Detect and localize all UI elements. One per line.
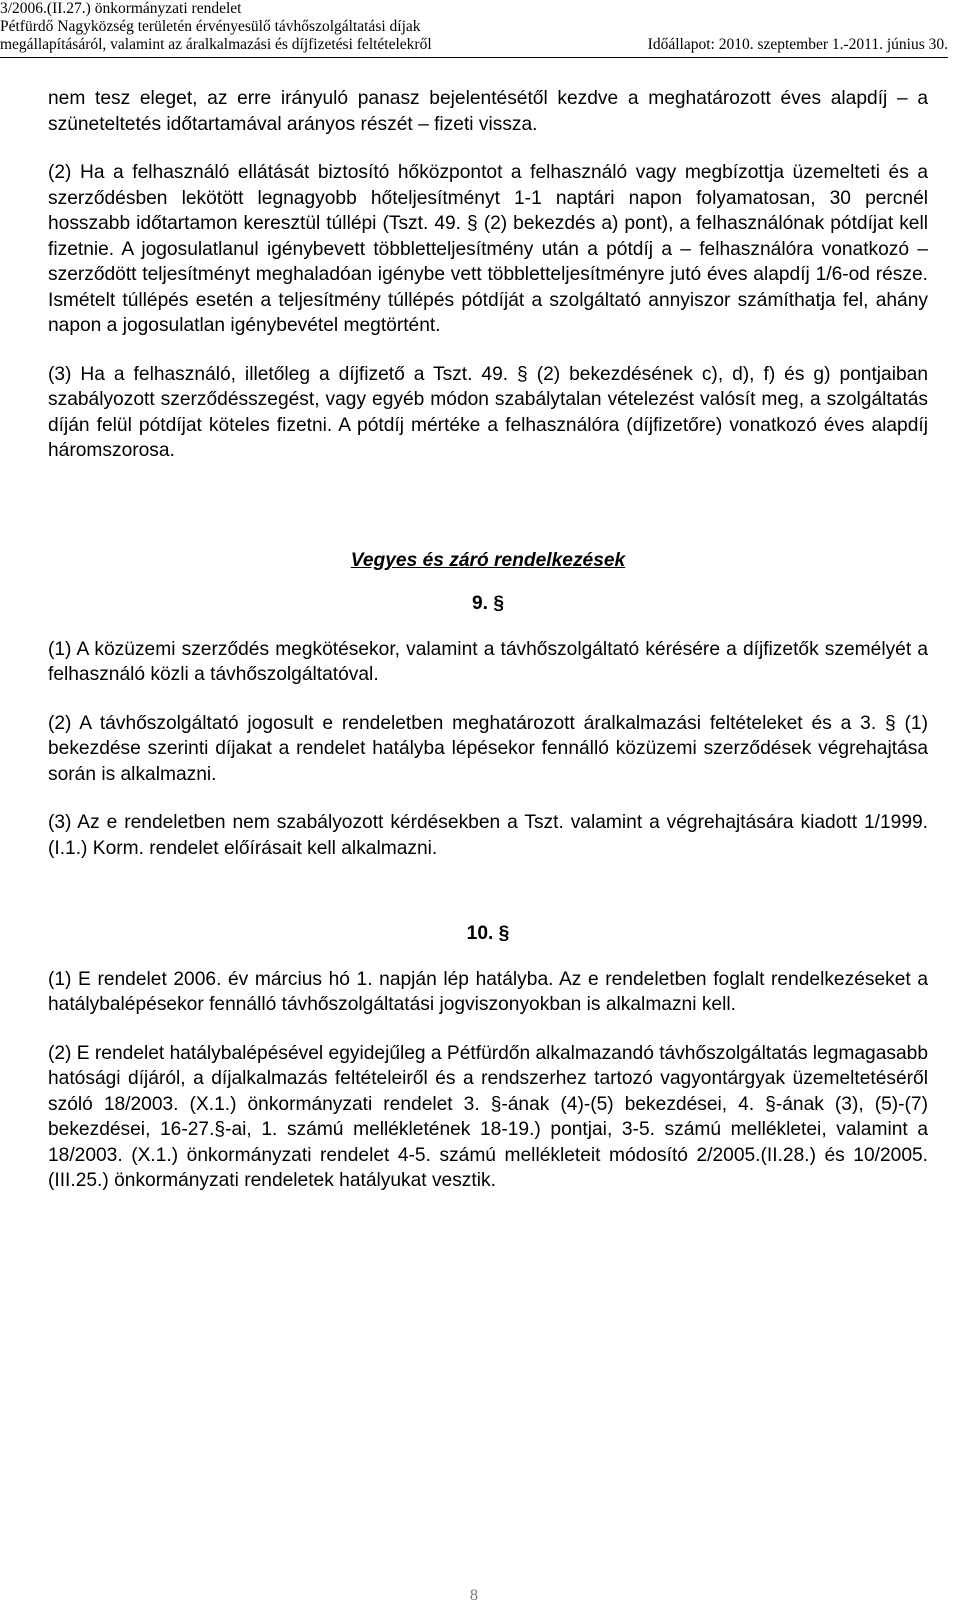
paragraph-9-1: (1) A közüzemi szerződés megkötésekor, valamint a távhőszolgáltató kérésére a díjfizetők személyét a felhasználó közli a távhőszolgáltatóval.: [48, 638, 928, 685]
paragraph-9-3: (3) Az e rendeletben nem szabályozott kérdésekben a Tszt. valamint a végrehajtására kiadott 1/1999. (I.1.) Korm. rendelet előírásait kell alkalmazni.: [48, 812, 928, 859]
document-body: [48, 86, 928, 1194]
page-number: 8: [470, 1587, 478, 1604]
section-9-number: 9. §: [471, 593, 504, 614]
header-subtitle-row: [0, 36, 948, 54]
header-subtitle: megállapításáról, valamint az áralkalmazási és díjfizetési feltételekről: [0, 36, 432, 53]
section-10-number: 10. §: [466, 923, 510, 944]
header-divider: [0, 57, 948, 58]
paragraph-10-2: (2) E rendelet hatálybalépésével egyidejűleg a Pétfürdőn alkalmazandó távhőszolgáltatás legmagasabb hatósági díjáról, a díjalkalmazás feltételeiről és a rendszerhez tartozó vagyontárgyak üzemeltetéséről szóló 18/2003. (X.1.) önkormányzati rendelet 3. §-ának (4)-(5) bekezdései, 4. §-ának (3), (5)-(7) bekezdései, 16-27.§-ai, 1. számú mellékletének 18-19.) pontjai, 3-5. számú mellékletei, valamint a 18/2003. (X.1.) önkormányzati rendelet 4-5. számú mellékleteit módosító 2/2005.(II.28.) és 10/2005.(III.25.) önkormányzati rendeletek hatályukat vesztik.: [48, 1042, 929, 1191]
page-header: [0, 0, 948, 54]
paragraph-8-3: (3) Ha a felhasználó, illetőleg a díjfizető a Tszt. 49. § (2) bekezdésének c), d), f) és g) pontjaiban szabályozott szerződésszegést, vagy egyéb módon szabálytalan vételezést valósít meg, a szolgáltatás díján felül pótdíjat köteles fizetni. A pótdíj mértéke a felhasználóra (díjfizetőre) vonatkozó éves alapdíj háromszorosa.: [48, 363, 928, 461]
section-heading: Vegyes és záró rendelkezések: [350, 549, 626, 571]
paragraph-continuation: nem tesz eleget, az erre irányuló panasz bejelentésétől kezdve a meghatározott éves alapdíj – a szüneteltetés időtartamával arányos részét – fizeti vissza.: [48, 88, 928, 135]
header-effective-period: Időállapot: 2010. szeptember 1.-2011. június 30.: [647, 36, 948, 53]
header-decree-number: 3/2006.(II.27.) önkormányzati rendelet: [0, 0, 242, 17]
paragraph-10-1: (1) E rendelet 2006. év március hó 1. napján lép hatályba. Az e rendeletben foglalt rendelkezéseket a hatálybalépésekor fennálló távhőszolgáltatási jogviszonyokban is alkalmazni kell.: [48, 968, 928, 1015]
paragraph-8-2: (2) Ha a felhasználó ellátását biztosító hőközpontot a felhasználó vagy megbízottja üzemelteti és a szerződésben lekötött legnagyobb hőteljesítményt 1-1 naptári napon folyamatosan, 30 percnél hosszabb időtartamon keresztül túllépi (Tszt. 49. § (2) bekezdés a) pont), a felhasználónak pótdíjat kell fizetnie. A jogosulatlanul igénybevett többletteljesítmény után a pótdíj a – felhasználóra vonatkozó – szerződött teljesítményt meghaladóan igénybe vett többletteljesítményre jutó éves alapdíj 1/6-od része. Ismételt túllépés esetén a teljesítmény túllépés pótdíját a szolgáltató annyiszor számíthatja fel, ahány napon a jogosulatlan igénybevétel megtörtént.: [48, 162, 928, 336]
header-title-line: Pétfürdő Nagyközség területén érvényesülő távhőszolgáltatási díjak: [0, 18, 421, 35]
paragraph-9-2: (2) A távhőszolgáltató jogosult e rendeletben meghatározott áralkalmazási feltételeket és a 3. § (1) bekezdése szerinti díjakat a rendelet hatályba lépésekor fennálló közüzemi szerződések végrehajtása során is alkalmazni.: [48, 712, 928, 785]
